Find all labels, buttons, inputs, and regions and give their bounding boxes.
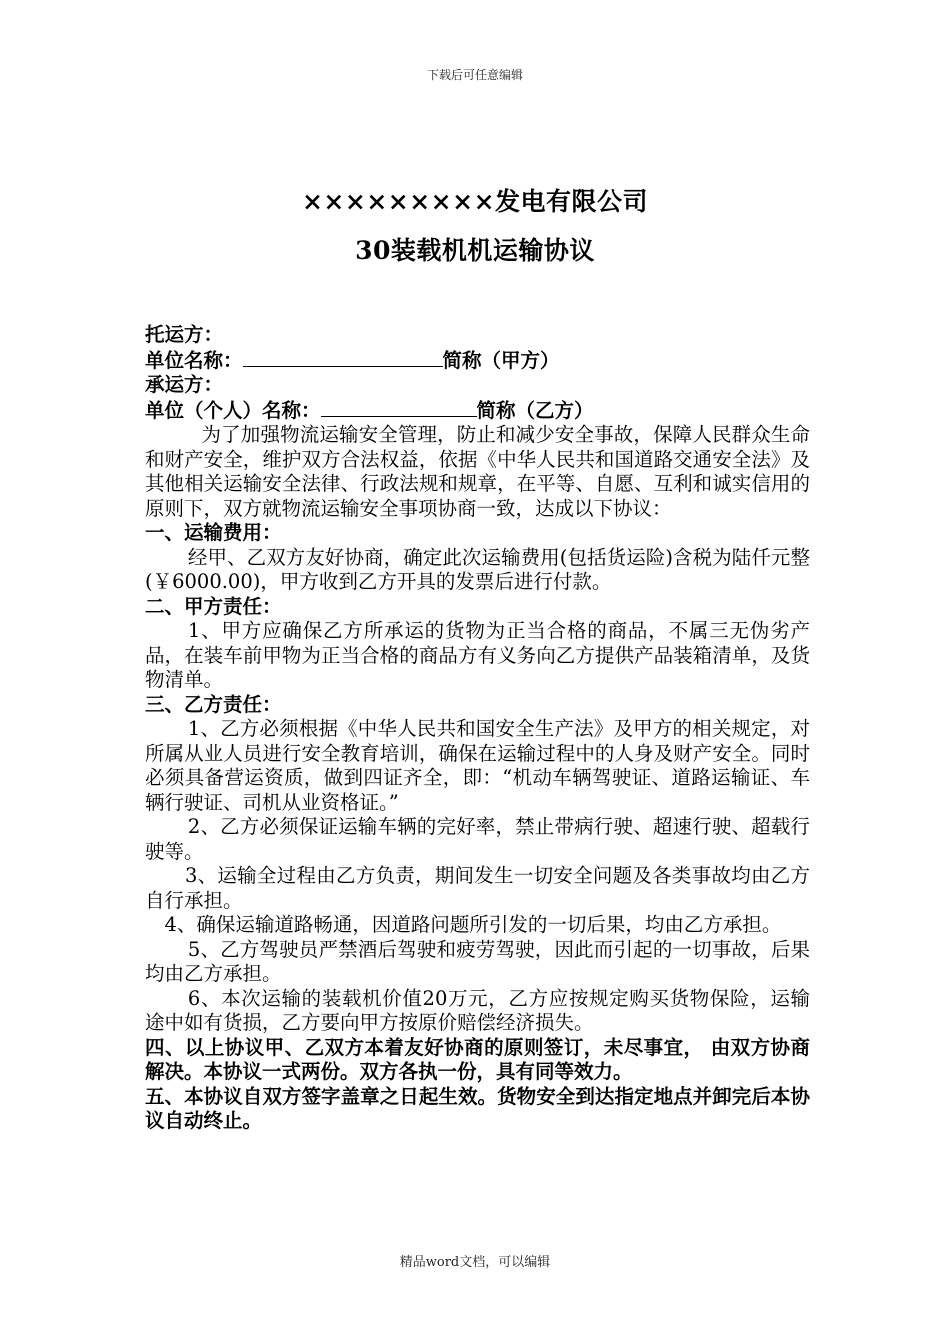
carrier-name-line xyxy=(145,398,810,424)
section-5-text: 五、本协议自双方签字盖章之日起生效。货物安全到达指定地点并卸完后本协议自动终止。 xyxy=(145,1084,810,1132)
section-1-heading: 一、运输费用： xyxy=(145,521,282,544)
section-3-item-4: 4、确保运输道路畅通，因道路问题所引发的一切后果，均由乙方承担。 xyxy=(164,913,782,936)
section-3-item-5: 5、乙方驾驶员严禁酒后驾驶和疲劳驾驶，因此而引起的一切事故，后果均由乙方承担。 xyxy=(145,937,810,985)
footer-note: 精品word文档，可以编辑 xyxy=(399,1255,551,1270)
agreement-title: 30装载机机运输协议 xyxy=(355,236,595,265)
shipper-name-label: 单位名称： xyxy=(145,348,243,372)
carrier-label: 承运方： xyxy=(145,373,224,396)
carrier-name-label: 单位（个人）名称： xyxy=(145,398,321,422)
section-3-item-3: 3、运输全过程由乙方负责，期间发生一切安全问题及各类事故均由乙方自行承担。 xyxy=(145,864,810,912)
carrier-name-blank xyxy=(321,398,477,417)
shipper-label: 托运方： xyxy=(145,323,224,346)
intro-paragraph: 为了加强物流运输安全管理，防止和减少安全事故，保障人民群众生命和财产安全，维护双方合法权益，依据《中华人民共和国道路交通安全法》及其他相关运输安全法律、行政法规和规章，在平等、自愿、互利和诚实信用的原则下，双方就物流运输安全事项协商一致，达成以下协议： xyxy=(145,423,810,520)
shipper-name-line xyxy=(145,348,810,374)
section-4-text: 四、以上协议甲、乙双方本着友好协商的原则签订，未尽事宜， 由双方协商解决。本协议一式两份。双方各执一份，具有同等效力。 xyxy=(145,1035,810,1083)
shipper-short-label: 简称（甲方） xyxy=(442,348,560,372)
section-2-item-1: 1、甲方应确保乙方所承运的货物为正当合格的商品，不属三无伪劣产品，在装车前甲物为正当合格的商品方有义务向乙方提供产品装箱清单，及货物清单。 xyxy=(145,619,810,691)
carrier-short-label: 简称（乙方） xyxy=(476,398,594,422)
document-body xyxy=(145,323,810,1134)
section-3-heading: 三、乙方责任： xyxy=(145,692,282,716)
section-3-item-1: 1、乙方必须根据《中华人民共和国安全生产法》及甲方的相关规定，对所属从业人员进行安全教育培训，确保在运输过程中的人身及财产安全。同时必须具备营运资质，做到四证齐全，即：“机动车辆驾驶证、道路运输证、车辆行驶证、司机从业资格证。” xyxy=(145,717,810,814)
section-2-heading: 二、甲方责任： xyxy=(145,594,282,618)
shipper-name-blank xyxy=(243,348,443,367)
section-3-item-6: 6、本次运输的装载机价值20万元，乙方应按规定购买货物保险，运输途中如有货损，乙方要向甲方按原价赔偿经济损失。 xyxy=(145,986,810,1034)
section-1-text: 经甲、乙双方友好协商，确定此次运输费用(包括货运险)含税为陆仟元整(￥6000.00)，甲方收到乙方开具的发票后进行付款。 xyxy=(145,545,810,593)
company-title: ×××××××××发电有限公司 xyxy=(301,187,649,216)
header-note: 下载后可任意编辑 xyxy=(426,68,523,82)
section-3-item-2: 2、乙方必须保证运输车辆的完好率，禁止带病行驶、超速行驶、超载行驶等。 xyxy=(145,815,810,863)
